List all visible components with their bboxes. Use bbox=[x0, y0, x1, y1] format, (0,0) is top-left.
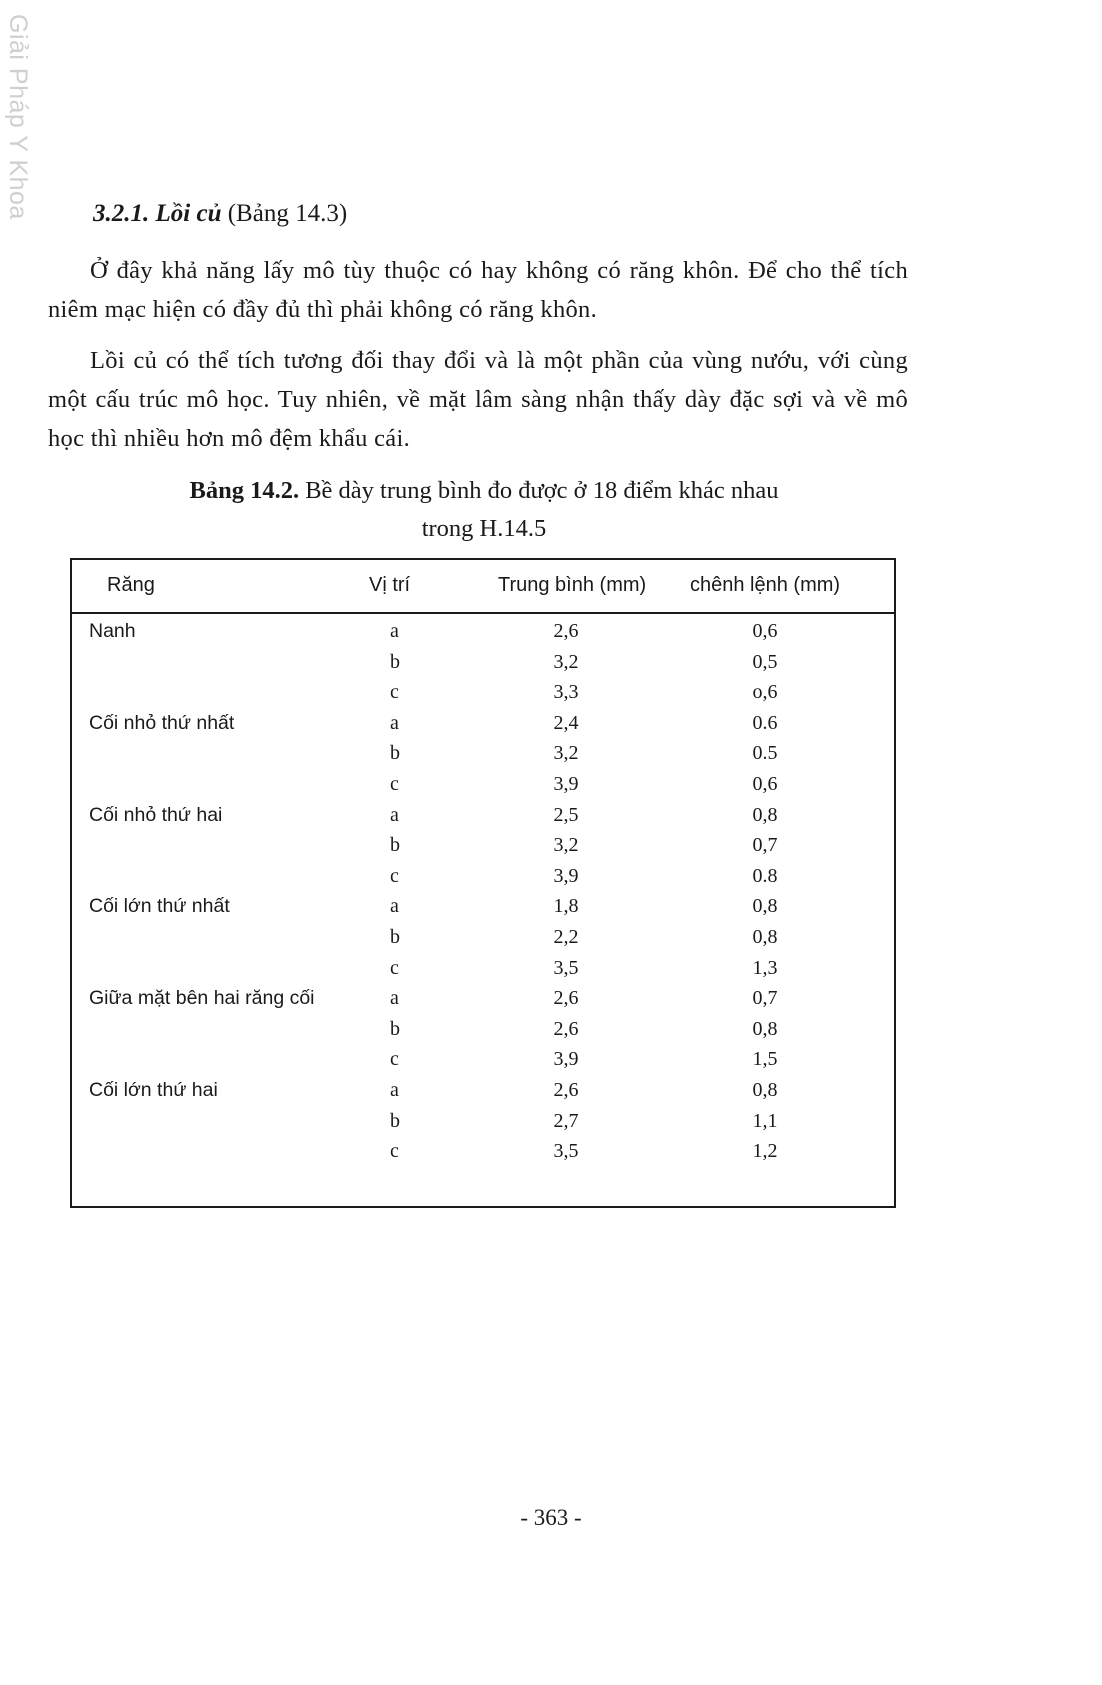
position-cell: c bbox=[390, 772, 399, 795]
difference-cell: 0,6 bbox=[752, 620, 778, 642]
position-cell: b bbox=[390, 925, 400, 948]
section-ref: (Bảng 14.3) bbox=[227, 200, 348, 227]
average-cell: 2,6 bbox=[553, 1078, 579, 1101]
difference-cell: 0,7 bbox=[752, 834, 778, 857]
average-cell: 3,2 bbox=[553, 834, 579, 857]
position-cell: b bbox=[390, 1017, 400, 1040]
table-row bbox=[72, 649, 894, 680]
position-cell: a bbox=[390, 895, 399, 918]
thickness-table bbox=[70, 558, 896, 1208]
average-cell: 1,8 bbox=[553, 895, 579, 918]
difference-cell: 0,8 bbox=[752, 1017, 778, 1040]
paragraph-1: Ở đây khả năng lấy mô tùy thuộc có hay không có răng khôn. Để cho thể tích niêm mạc hiện có đầy đủ thì phải không có răng khôn. bbox=[48, 257, 908, 323]
header-tooth: Răng bbox=[107, 574, 155, 596]
average-cell: 2,5 bbox=[553, 803, 579, 826]
table-row bbox=[72, 832, 894, 863]
table-row bbox=[72, 802, 894, 833]
caption-label: Bảng 14.2. bbox=[189, 477, 300, 504]
average-cell: 3,2 bbox=[553, 650, 579, 673]
table-row bbox=[72, 924, 894, 955]
difference-cell: 0,7 bbox=[752, 987, 778, 1010]
average-cell: 3,9 bbox=[553, 864, 579, 887]
position-cell: a bbox=[390, 620, 399, 642]
table-body bbox=[72, 618, 894, 1169]
table-row bbox=[72, 618, 894, 649]
difference-cell: 0,8 bbox=[752, 895, 778, 918]
average-cell: 2,6 bbox=[553, 620, 579, 642]
position-cell: a bbox=[390, 711, 399, 734]
table-row bbox=[72, 863, 894, 894]
position-cell: b bbox=[390, 742, 400, 765]
difference-cell: 1,5 bbox=[752, 1048, 778, 1071]
table-row bbox=[72, 740, 894, 771]
table-row bbox=[72, 679, 894, 710]
table-row bbox=[72, 955, 894, 986]
position-cell: a bbox=[390, 987, 399, 1010]
difference-cell: 0,5 bbox=[752, 650, 778, 673]
tooth-name: Cối lớn thứ hai bbox=[89, 1078, 218, 1101]
tooth-name: Cối nhỏ thứ nhất bbox=[89, 711, 235, 734]
position-cell: c bbox=[390, 1140, 399, 1163]
position-cell: c bbox=[390, 1048, 399, 1071]
caption-line-2: trong H.14.5 bbox=[421, 515, 547, 542]
section-heading bbox=[93, 200, 347, 228]
position-cell: c bbox=[390, 956, 399, 979]
difference-cell: 0.8 bbox=[752, 864, 778, 887]
table-row bbox=[72, 893, 894, 924]
tooth-name: Cối nhỏ thứ hai bbox=[89, 803, 223, 826]
table-row bbox=[72, 985, 894, 1016]
difference-cell: 0,6 bbox=[752, 772, 778, 795]
difference-cell: 0,8 bbox=[752, 925, 778, 948]
average-cell: 3,9 bbox=[553, 1048, 579, 1071]
table-row bbox=[72, 1077, 894, 1108]
average-cell: 2,4 bbox=[553, 711, 579, 734]
watermark: Giải Pháp Y Khoa bbox=[4, 14, 32, 220]
section-number: 3.2.1. bbox=[93, 200, 150, 227]
position-cell: b bbox=[390, 650, 400, 673]
difference-cell: 0.5 bbox=[752, 742, 778, 765]
position-cell: b bbox=[390, 834, 400, 857]
difference-cell: 0,8 bbox=[752, 1078, 778, 1101]
average-cell: 3,5 bbox=[553, 1140, 579, 1163]
table-row bbox=[72, 1138, 894, 1169]
difference-cell: 1,3 bbox=[752, 956, 778, 979]
position-cell: c bbox=[390, 864, 399, 887]
average-cell: 3,2 bbox=[553, 742, 579, 765]
table-row bbox=[72, 1016, 894, 1047]
position-cell: c bbox=[390, 681, 399, 704]
difference-cell: 1,1 bbox=[752, 1109, 778, 1132]
table-row bbox=[72, 1108, 894, 1139]
difference-cell: 0.6 bbox=[752, 711, 778, 734]
table-caption bbox=[110, 472, 858, 548]
average-cell: 2,6 bbox=[553, 1017, 579, 1040]
table-header bbox=[72, 560, 894, 614]
table-row bbox=[72, 1046, 894, 1077]
average-cell: 2,6 bbox=[553, 987, 579, 1010]
average-cell: 2,7 bbox=[553, 1109, 579, 1132]
difference-cell: o,6 bbox=[752, 681, 778, 704]
average-cell: 3,5 bbox=[553, 956, 579, 979]
difference-cell: 0,8 bbox=[752, 803, 778, 826]
tooth-name: Giữa mặt bên hai răng cối bbox=[89, 987, 315, 1010]
table-row bbox=[72, 771, 894, 802]
page-number: - 363 - bbox=[520, 1505, 582, 1530]
header-average: Trung bình (mm) bbox=[498, 574, 647, 596]
tooth-name: Cối lớn thứ nhất bbox=[89, 895, 230, 918]
header-difference: chênh lệnh (mm) bbox=[690, 574, 841, 596]
caption-line-1: Bề dày trung bình đo được ở 18 điểm khác nhau bbox=[305, 477, 779, 504]
average-cell: 2,2 bbox=[553, 925, 579, 948]
position-cell: b bbox=[390, 1109, 400, 1132]
tooth-name: Nanh bbox=[89, 620, 136, 642]
header-position: Vị trí bbox=[369, 574, 411, 596]
table-row bbox=[72, 710, 894, 741]
difference-cell: 1,2 bbox=[752, 1140, 778, 1163]
average-cell: 3,9 bbox=[553, 772, 579, 795]
paragraph-2: Lồi củ có thể tích tương đối thay đổi và là một phần của vùng nướu, với cùng một cấu trúc mô học. Tuy nhiên, về mặt lâm sàng nhận thấy dày đặc sợi và về mô học thì nhiều hơn mô đệm khẩu cái. bbox=[48, 347, 908, 452]
average-cell: 3,3 bbox=[553, 681, 579, 704]
position-cell: a bbox=[390, 803, 399, 826]
section-title: Lồi củ bbox=[155, 200, 222, 227]
position-cell: a bbox=[390, 1078, 399, 1101]
